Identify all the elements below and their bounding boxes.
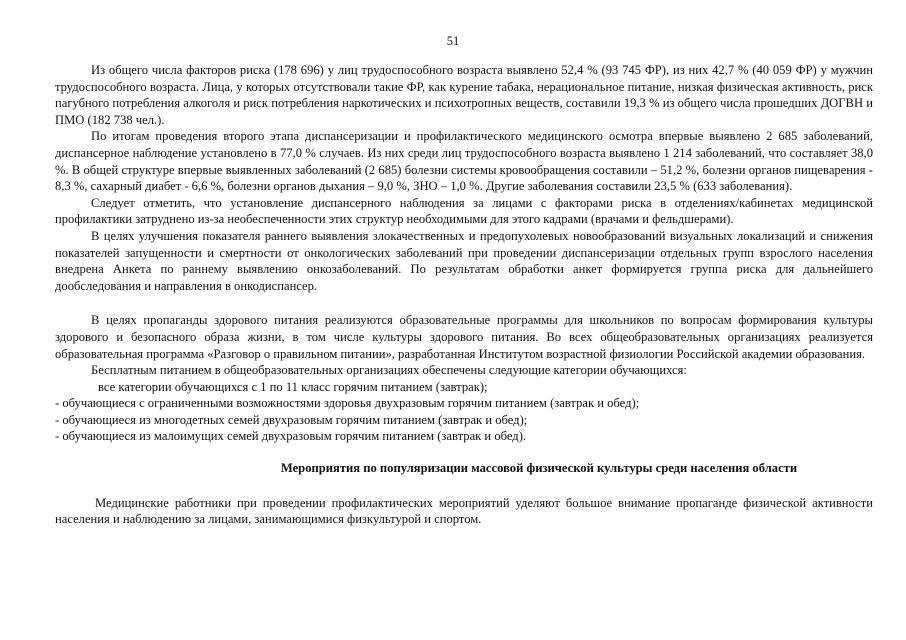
- paragraph-free-meals-intro: Бесплатным питанием в общеобразовательных организациях обеспечены следующие категории обучающихся:: [91, 363, 687, 378]
- paragraph-physical-activity: Медицинские работники при проведении профилактических мероприятий уделяют большое внимание пропаганде физической активности населения и наблюдению за лицами, занимающимися физкультурой и спортом.: [55, 495, 873, 527]
- list-item: - обучающиеся из малоимущих семей двухразовым горячим питанием (завтрак и обед).: [55, 429, 527, 444]
- section-heading: Мероприятия по популяризации массовой физической культуры среди населения области: [280, 461, 798, 476]
- list-item: - обучающиеся с ограниченными возможностями здоровья двухразовым горячим питанием (завтрак и обед);: [55, 396, 640, 411]
- page-number: 51: [446, 34, 460, 48]
- paragraph-risk-factors: Из общего числа факторов риска (178 696) у лиц трудоспособного возраста выявлено 52,4 % (93 745 ФР), из них 42,7 % (40 059 ФР) у мужчин трудоспособного возраста. Лица, у которых отсутствовали такие ФР, как курение табака, нерациональное питание, низкая физическая активность, риск пагубного потребления алкоголя и риск потребления наркотических и психотропных веществ, составили 19,3 % из общего числа прошедших ДОГВН и ПМО (182 738 чел.).: [55, 63, 873, 127]
- paragraph-all-students: все категории обучающихся с 1 по 11 класс горячим питанием (завтрак);: [98, 379, 488, 394]
- paragraph-healthy-nutrition: В целях пропаганды здорового питания реализуются образовательные программы для школьников по вопросам формирования культуры здорового и безопасного образа жизни, в том числе культуры здорового питания. Во всех общеобразовательных организациях реализуется образовательная программа «Разговор о правильном питании», разработанная Институтом возрастной физиологии Российской академии образования.: [55, 313, 873, 361]
- list-item: - обучающиеся из многодетных семей двухразовым горячим питанием (завтрак и обед);: [55, 412, 528, 427]
- paragraph-oncology-questionnaire: В целях улучшения показателя раннего выявления злокачественных и предопухолевых новообразований визуальных локализаций и снижения показателей запущенности и смертности от онкологических заболеваний при проведении диспансеризации отдельных групп взрослого населения внедрена Анкета по раннему выявлению онкозаболеваний. По результатам обработки анкет формируется группа риска для дальнейшего дообследования и направления в онкодиспансер.: [55, 228, 873, 293]
- document-body: [55, 62, 873, 528]
- paragraph-staffing-note: Следует отметить, что установление диспансерного наблюдения за лицами с факторами риска в отделениях/кабинетах медицинской профилактики затруднено из-за необеспеченности этих структур необходимыми для этого кадрами (врачами и фельдшерами).: [55, 195, 873, 227]
- paragraph-second-stage-results: По итогам проведения второго этапа диспансеризации и профилактического медицинского осмотра впервые выявлено 2 685 заболеваний, диспансерное наблюдение установлено в 77,0 % случаев. Из них среди лиц трудоспособного возраста выявлено 1 214 заболеваний, что составляет 38,0 %. В общей структуре впервые выявленных заболеваний (2 685) болезни системы кровообращения составили – 51,2 %, болезни органов пищеварения - 8,3 %, сахарный диабет - 6,6 %, болезни органов дыхания – 9,0 %, ЗНО – 1,0 %. Другие заболевания составили 23,5 % (633 заболевания).: [55, 129, 873, 194]
